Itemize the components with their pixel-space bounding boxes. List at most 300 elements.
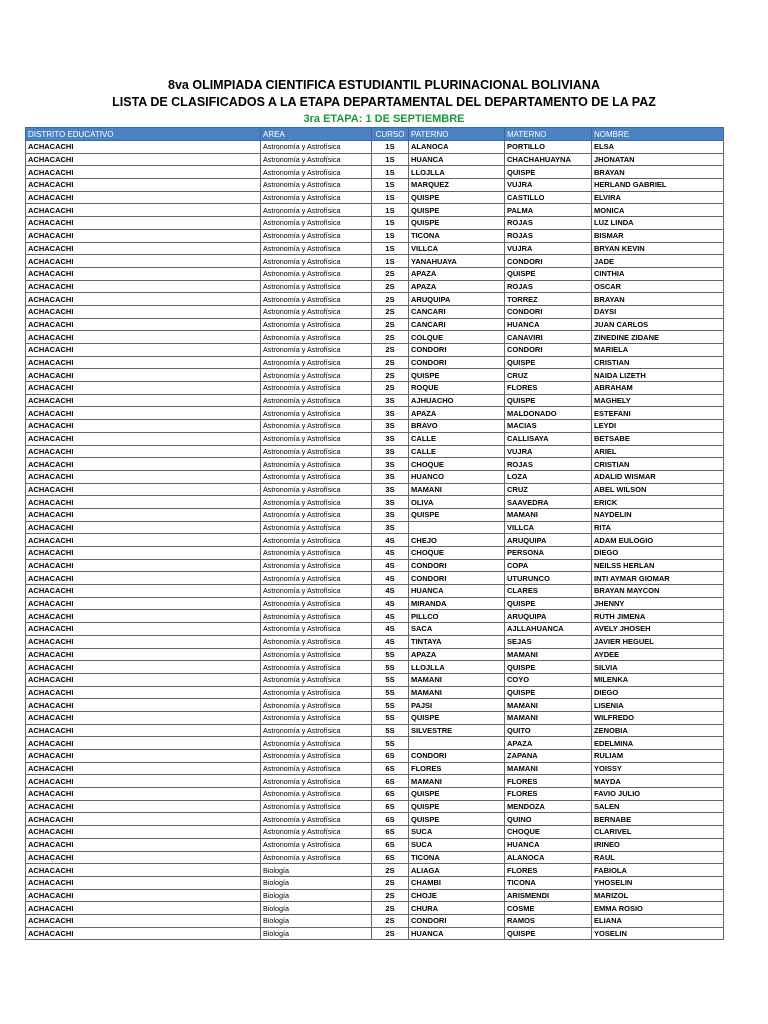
distrito-cell: ACHACACHI [26, 648, 261, 661]
paterno-cell: TICONA [409, 851, 505, 864]
nombre-cell: ELSA [592, 141, 724, 154]
nombre-cell: LUZ LINDA [592, 217, 724, 230]
nombre-cell: CINTHIA [592, 267, 724, 280]
curso-cell: 3S [372, 483, 409, 496]
curso-cell: 2S [372, 382, 409, 395]
area-cell: Astronomía y Astrofísica [261, 508, 372, 521]
nombre-cell: BETSABE [592, 432, 724, 445]
table-row [26, 229, 724, 242]
distrito-cell: ACHACACHI [26, 344, 261, 357]
area-cell: Astronomía y Astrofísica [261, 242, 372, 255]
curso-cell: 3S [372, 521, 409, 534]
table-row [26, 141, 724, 154]
paterno-cell: CONDORI [409, 344, 505, 357]
nombre-cell: ELVIRA [592, 191, 724, 204]
paterno-cell: CONDORI [409, 559, 505, 572]
table-row [26, 914, 724, 927]
table-row [26, 673, 724, 686]
distrito-cell: ACHACACHI [26, 483, 261, 496]
area-cell: Astronomía y Astrofísica [261, 356, 372, 369]
table-row [26, 255, 724, 268]
area-cell: Astronomía y Astrofísica [261, 331, 372, 344]
paterno-cell [409, 737, 505, 750]
paterno-cell: QUISPE [409, 508, 505, 521]
table-row [26, 344, 724, 357]
materno-cell: MAMANI [505, 699, 592, 712]
nombre-cell: ADAM EULOGIO [592, 534, 724, 547]
table-row [26, 483, 724, 496]
nombre-cell: FABIOLA [592, 864, 724, 877]
table-row [26, 153, 724, 166]
area-cell: Astronomía y Astrofísica [261, 788, 372, 801]
curso-cell: 4S [372, 559, 409, 572]
nombre-cell: CRISTIAN [592, 458, 724, 471]
table-row [26, 496, 724, 509]
materno-cell: CHACHAHUAYNA [505, 153, 592, 166]
nombre-cell: YOISSY [592, 762, 724, 775]
area-cell: Astronomía y Astrofísica [261, 344, 372, 357]
table-row [26, 876, 724, 889]
table-row [26, 572, 724, 585]
curso-cell: 2S [372, 369, 409, 382]
paterno-cell: AJHUACHO [409, 394, 505, 407]
area-cell: Astronomía y Astrofísica [261, 229, 372, 242]
distrito-cell: ACHACACHI [26, 813, 261, 826]
table-row [26, 724, 724, 737]
distrito-cell: ACHACACHI [26, 851, 261, 864]
curso-cell: 6S [372, 838, 409, 851]
table-row [26, 280, 724, 293]
distrito-cell: ACHACACHI [26, 889, 261, 902]
distrito-cell: ACHACACHI [26, 661, 261, 674]
nombre-cell: INTI AYMAR GIOMAR [592, 572, 724, 585]
area-cell: Astronomía y Astrofísica [261, 458, 372, 471]
curso-cell: 5S [372, 724, 409, 737]
table-row [26, 420, 724, 433]
area-cell: Astronomía y Astrofísica [261, 838, 372, 851]
distrito-cell: ACHACACHI [26, 521, 261, 534]
curso-cell: 3S [372, 458, 409, 471]
area-cell: Astronomía y Astrofísica [261, 141, 372, 154]
paterno-cell: PILLCO [409, 610, 505, 623]
paterno-cell: CHURA [409, 902, 505, 915]
curso-cell: 2S [372, 293, 409, 306]
distrito-cell: ACHACACHI [26, 508, 261, 521]
distrito-cell: ACHACACHI [26, 445, 261, 458]
distrito-cell: ACHACACHI [26, 762, 261, 775]
paterno-cell: QUISPE [409, 204, 505, 217]
nombre-cell: IRINEO [592, 838, 724, 851]
table-row [26, 534, 724, 547]
materno-cell: APAZA [505, 737, 592, 750]
area-cell: Astronomía y Astrofísica [261, 470, 372, 483]
distrito-cell: ACHACACHI [26, 635, 261, 648]
area-cell: Astronomía y Astrofísica [261, 711, 372, 724]
area-cell: Astronomía y Astrofísica [261, 597, 372, 610]
area-cell: Astronomía y Astrofísica [261, 661, 372, 674]
distrito-cell: ACHACACHI [26, 369, 261, 382]
curso-cell: 3S [372, 420, 409, 433]
materno-cell: CRUZ [505, 483, 592, 496]
document-subtitle: LISTA DE CLASIFICADOS A LA ETAPA DEPARTAMENTAL DEL DEPARTAMENTO DE LA PAZ [112, 95, 656, 109]
nombre-cell: JUAN CARLOS [592, 318, 724, 331]
document-header [0, 76, 768, 127]
nombre-cell: NEILSS HERLAN [592, 559, 724, 572]
materno-cell: SAAVEDRA [505, 496, 592, 509]
table-row [26, 559, 724, 572]
nombre-cell: MILENKA [592, 673, 724, 686]
materno-cell: CRUZ [505, 369, 592, 382]
nombre-cell: AYDEE [592, 648, 724, 661]
table-row [26, 318, 724, 331]
curso-cell: 6S [372, 826, 409, 839]
distrito-cell: ACHACACHI [26, 737, 261, 750]
nombre-cell: CLARIVEL [592, 826, 724, 839]
nombre-cell: EMMA ROSIO [592, 902, 724, 915]
curso-cell: 2S [372, 889, 409, 902]
distrito-cell: ACHACACHI [26, 407, 261, 420]
materno-cell: PORTILLO [505, 141, 592, 154]
paterno-cell: CHOQUE [409, 458, 505, 471]
curso-cell: 2S [372, 914, 409, 927]
paterno-cell: QUISPE [409, 369, 505, 382]
area-cell: Astronomía y Astrofísica [261, 534, 372, 547]
distrito-cell: ACHACACHI [26, 864, 261, 877]
table-row [26, 750, 724, 763]
materno-cell: ARISMENDI [505, 889, 592, 902]
curso-cell: 1S [372, 242, 409, 255]
distrito-cell: ACHACACHI [26, 229, 261, 242]
area-cell: Astronomía y Astrofísica [261, 382, 372, 395]
area-cell: Astronomía y Astrofísica [261, 318, 372, 331]
area-cell: Astronomía y Astrofísica [261, 813, 372, 826]
area-cell: Astronomía y Astrofísica [261, 420, 372, 433]
nombre-cell: RAUL [592, 851, 724, 864]
curso-cell: 1S [372, 166, 409, 179]
paterno-cell: CONDORI [409, 572, 505, 585]
distrito-cell: ACHACACHI [26, 331, 261, 344]
paterno-cell: LLOJLLA [409, 661, 505, 674]
area-cell: Astronomía y Astrofísica [261, 585, 372, 598]
paterno-cell: COLQUE [409, 331, 505, 344]
curso-cell: 5S [372, 699, 409, 712]
paterno-cell: QUISPE [409, 191, 505, 204]
curso-cell: 6S [372, 813, 409, 826]
distrito-cell: ACHACACHI [26, 914, 261, 927]
paterno-cell: CONDORI [409, 356, 505, 369]
paterno-cell: ARUQUIPA [409, 293, 505, 306]
materno-cell: CONDORI [505, 344, 592, 357]
distrito-cell: ACHACACHI [26, 267, 261, 280]
materno-cell: CHOQUE [505, 826, 592, 839]
table-row [26, 737, 724, 750]
materno-cell: ROJAS [505, 229, 592, 242]
curso-cell: 1S [372, 179, 409, 192]
curso-cell: 6S [372, 800, 409, 813]
area-cell: Astronomía y Astrofísica [261, 166, 372, 179]
table-row [26, 356, 724, 369]
table-row [26, 394, 724, 407]
area-cell: Astronomía y Astrofísica [261, 750, 372, 763]
table-row [26, 293, 724, 306]
curso-cell: 3S [372, 496, 409, 509]
materno-cell: QUITO [505, 724, 592, 737]
paterno-cell: MAMANI [409, 775, 505, 788]
area-cell: Astronomía y Astrofísica [261, 648, 372, 661]
nombre-cell: JHONATAN [592, 153, 724, 166]
materno-cell: RAMOS [505, 914, 592, 927]
paterno-cell: QUISPE [409, 813, 505, 826]
paterno-cell: BRAVO [409, 420, 505, 433]
nombre-cell: MARIZOL [592, 889, 724, 902]
paterno-cell: CALLE [409, 432, 505, 445]
materno-cell: FLORES [505, 788, 592, 801]
paterno-cell: HUANCO [409, 470, 505, 483]
paterno-cell: SILVESTRE [409, 724, 505, 737]
curso-cell: 4S [372, 623, 409, 636]
paterno-cell: APAZA [409, 648, 505, 661]
paterno-cell: ROQUE [409, 382, 505, 395]
materno-cell: CANAVIRI [505, 331, 592, 344]
materno-cell: MALDONADO [505, 407, 592, 420]
nombre-cell: FAVIO JULIO [592, 788, 724, 801]
area-cell: Astronomía y Astrofísica [261, 445, 372, 458]
classified-students-table [25, 127, 724, 940]
materno-cell: MENDOZA [505, 800, 592, 813]
curso-cell: 6S [372, 762, 409, 775]
distrito-cell: ACHACACHI [26, 876, 261, 889]
area-cell: Astronomía y Astrofísica [261, 623, 372, 636]
materno-cell: ROJAS [505, 217, 592, 230]
curso-cell: 4S [372, 585, 409, 598]
paterno-cell: CHAMBI [409, 876, 505, 889]
nombre-cell: ABRAHAM [592, 382, 724, 395]
curso-cell: 3S [372, 445, 409, 458]
area-cell: Astronomía y Astrofísica [261, 255, 372, 268]
area-cell: Astronomía y Astrofísica [261, 572, 372, 585]
materno-cell: VILLCA [505, 521, 592, 534]
materno-cell: COSME [505, 902, 592, 915]
table-row [26, 445, 724, 458]
materno-cell: QUINO [505, 813, 592, 826]
nombre-cell: JADE [592, 255, 724, 268]
materno-cell: CONDORI [505, 255, 592, 268]
area-cell: Biología [261, 902, 372, 915]
curso-cell: 5S [372, 737, 409, 750]
area-cell: Astronomía y Astrofísica [261, 851, 372, 864]
area-cell: Astronomía y Astrofísica [261, 369, 372, 382]
area-cell: Astronomía y Astrofísica [261, 737, 372, 750]
table-row [26, 686, 724, 699]
curso-cell: 2S [372, 331, 409, 344]
nombre-cell: MAGHELY [592, 394, 724, 407]
nombre-cell: ESTEFANI [592, 407, 724, 420]
nombre-cell: BERNABE [592, 813, 724, 826]
nombre-cell: DIEGO [592, 547, 724, 560]
curso-cell: 1S [372, 229, 409, 242]
distrito-cell: ACHACACHI [26, 597, 261, 610]
nombre-cell: JHENNY [592, 597, 724, 610]
paterno-cell: QUISPE [409, 711, 505, 724]
paterno-cell: FLORES [409, 762, 505, 775]
stage-date-label: 3ra ETAPA: 1 DE SEPTIEMBRE [303, 113, 465, 125]
area-cell: Astronomía y Astrofísica [261, 483, 372, 496]
materno-cell: HUANCA [505, 838, 592, 851]
table-row [26, 610, 724, 623]
table-row [26, 762, 724, 775]
table-row [26, 623, 724, 636]
paterno-cell: TINTAYA [409, 635, 505, 648]
paterno-cell: YANAHUAYA [409, 255, 505, 268]
nombre-cell: JAVIER HEGUEL [592, 635, 724, 648]
table-row [26, 305, 724, 318]
distrito-cell: ACHACACHI [26, 572, 261, 585]
nombre-cell: NAIDA LIZETH [592, 369, 724, 382]
curso-cell: 4S [372, 534, 409, 547]
area-cell: Astronomía y Astrofísica [261, 394, 372, 407]
paterno-cell: LLOJLLA [409, 166, 505, 179]
curso-cell: 3S [372, 394, 409, 407]
materno-cell: ROJAS [505, 280, 592, 293]
materno-cell: CALLISAYA [505, 432, 592, 445]
table-row [26, 699, 724, 712]
materno-cell: COYO [505, 673, 592, 686]
paterno-cell: HUANCA [409, 585, 505, 598]
nombre-cell: LISENIA [592, 699, 724, 712]
nombre-cell: WILFREDO [592, 711, 724, 724]
table-body [26, 141, 724, 940]
table-row [26, 889, 724, 902]
paterno-cell: VILLCA [409, 242, 505, 255]
nombre-cell: HERLAND GABRIEL [592, 179, 724, 192]
nombre-cell: MARIELA [592, 344, 724, 357]
materno-cell: MAMANI [505, 508, 592, 521]
table-row [26, 597, 724, 610]
distrito-cell: ACHACACHI [26, 711, 261, 724]
paterno-cell: MARQUEZ [409, 179, 505, 192]
materno-cell: ALANOCA [505, 851, 592, 864]
table-row [26, 432, 724, 445]
table-row [26, 585, 724, 598]
table-row [26, 838, 724, 851]
distrito-cell: ACHACACHI [26, 382, 261, 395]
table-row [26, 775, 724, 788]
distrito-cell: ACHACACHI [26, 826, 261, 839]
table-row [26, 927, 724, 940]
nombre-cell: SILVIA [592, 661, 724, 674]
materno-cell: QUISPE [505, 166, 592, 179]
nombre-cell: ZENOBIA [592, 724, 724, 737]
paterno-cell: CANCARI [409, 318, 505, 331]
paterno-cell: QUISPE [409, 217, 505, 230]
paterno-cell: HUANCA [409, 927, 505, 940]
distrito-cell: ACHACACHI [26, 318, 261, 331]
paterno-cell: APAZA [409, 280, 505, 293]
paterno-cell: CHEJO [409, 534, 505, 547]
curso-cell: 1S [372, 255, 409, 268]
paterno-cell: ALANOCA [409, 141, 505, 154]
distrito-cell: ACHACACHI [26, 280, 261, 293]
nombre-cell: ABEL WILSON [592, 483, 724, 496]
area-cell: Astronomía y Astrofísica [261, 496, 372, 509]
distrito-cell: ACHACACHI [26, 204, 261, 217]
table-row [26, 369, 724, 382]
nombre-cell: BRAYAN [592, 166, 724, 179]
distrito-cell: ACHACACHI [26, 775, 261, 788]
curso-cell: 2S [372, 344, 409, 357]
nombre-cell: YOSELIN [592, 927, 724, 940]
table-row [26, 331, 724, 344]
distrito-cell: ACHACACHI [26, 432, 261, 445]
area-cell: Biología [261, 914, 372, 927]
area-cell: Astronomía y Astrofísica [261, 217, 372, 230]
curso-cell: 2S [372, 876, 409, 889]
table-row [26, 800, 724, 813]
materno-cell: QUISPE [505, 927, 592, 940]
materno-cell: FLORES [505, 382, 592, 395]
area-cell: Astronomía y Astrofísica [261, 775, 372, 788]
column-header-nombre: NOMBRE [592, 128, 724, 141]
curso-cell: 4S [372, 635, 409, 648]
area-cell: Astronomía y Astrofísica [261, 293, 372, 306]
area-cell: Astronomía y Astrofísica [261, 610, 372, 623]
curso-cell: 2S [372, 318, 409, 331]
nombre-cell: BRYAN KEVIN [592, 242, 724, 255]
paterno-cell: OLIVA [409, 496, 505, 509]
distrito-cell: ACHACACHI [26, 153, 261, 166]
distrito-cell: ACHACACHI [26, 166, 261, 179]
nombre-cell: RITA [592, 521, 724, 534]
area-cell: Biología [261, 927, 372, 940]
area-cell: Astronomía y Astrofísica [261, 305, 372, 318]
table-header-row [26, 128, 724, 141]
area-cell: Astronomía y Astrofísica [261, 179, 372, 192]
distrito-cell: ACHACACHI [26, 699, 261, 712]
curso-cell: 2S [372, 864, 409, 877]
area-cell: Astronomía y Astrofísica [261, 547, 372, 560]
curso-cell: 4S [372, 572, 409, 585]
materno-cell: PERSONA [505, 547, 592, 560]
distrito-cell: ACHACACHI [26, 788, 261, 801]
curso-cell: 2S [372, 305, 409, 318]
curso-cell: 1S [372, 217, 409, 230]
distrito-cell: ACHACACHI [26, 394, 261, 407]
paterno-cell: MAMANI [409, 673, 505, 686]
curso-cell: 3S [372, 508, 409, 521]
distrito-cell: ACHACACHI [26, 141, 261, 154]
curso-cell: 6S [372, 775, 409, 788]
table-row [26, 242, 724, 255]
nombre-cell: ZINEDINE ZIDANE [592, 331, 724, 344]
materno-cell: VUJRA [505, 445, 592, 458]
distrito-cell: ACHACACHI [26, 927, 261, 940]
materno-cell: QUISPE [505, 686, 592, 699]
table-row [26, 851, 724, 864]
nombre-cell: BRAYAN MAYCON [592, 585, 724, 598]
table-row [26, 217, 724, 230]
nombre-cell: RUTH JIMENA [592, 610, 724, 623]
materno-cell: ZAPANA [505, 750, 592, 763]
area-cell: Astronomía y Astrofísica [261, 407, 372, 420]
nombre-cell: MONICA [592, 204, 724, 217]
paterno-cell: CONDORI [409, 750, 505, 763]
paterno-cell: SACA [409, 623, 505, 636]
column-header-materno: MATERNO [505, 128, 592, 141]
paterno-cell: CANCARI [409, 305, 505, 318]
paterno-cell: PAJSI [409, 699, 505, 712]
materno-cell: VUJRA [505, 179, 592, 192]
materno-cell: UTURUNCO [505, 572, 592, 585]
